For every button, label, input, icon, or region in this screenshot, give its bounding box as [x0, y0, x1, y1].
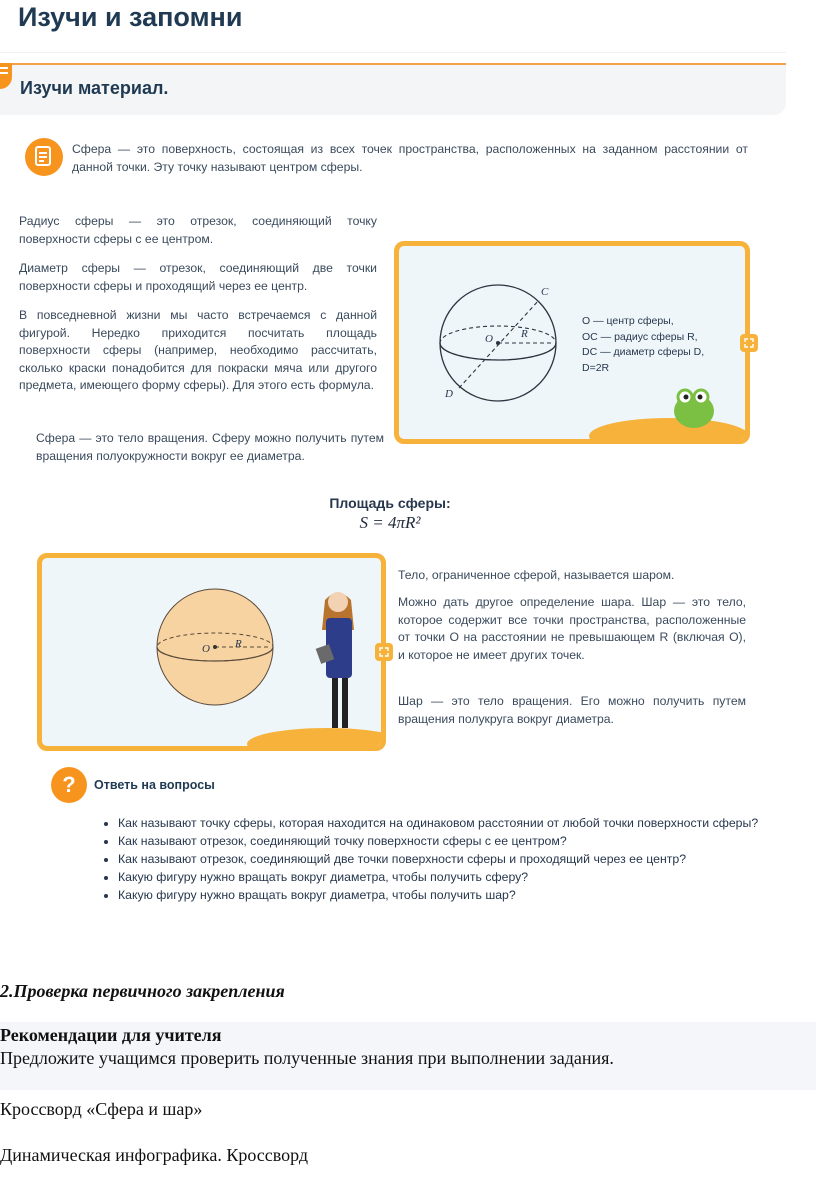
questions-list [104, 814, 764, 904]
infographic-link: Динамическая инфографика. Кроссворд [0, 1145, 309, 1165]
area-title: Площадь сферы: [329, 495, 451, 511]
diameter-text: Диаметр сферы — отрезок, соединяющий две точки поверхности сферы и проходящий через ее центр. [19, 261, 377, 293]
legend-line: O — центр сферы, [582, 315, 674, 327]
legend-line: DC — диаметр сферы D, [582, 346, 705, 358]
ball-label-o: O [202, 643, 210, 655]
document-icon [25, 138, 63, 176]
ball-alt-definition: Можно дать другое определение шара. Шар — это тело, которое содержит все точки пространства, расположенные от точки O на расстоянии не превышающем R (включая O), и которое не имеет других точек. [398, 595, 746, 662]
page-title: Изучи и запомни [18, 2, 243, 32]
questions-heading: Ответь на вопросы [94, 778, 215, 792]
section-heading: 2.Проверка первичного закрепления [0, 981, 285, 1001]
ball-drawing [42, 558, 381, 746]
list-item: • Как называют точку сферы, которая находится на одинаковом расстоянии от любой точки поверхности сферы? [118, 814, 764, 832]
ball-diagram [37, 553, 386, 751]
sphere-diagram [394, 241, 750, 444]
label-r: R [521, 328, 528, 340]
recommendations-text: Предложите учащимся проверить полученные знания при выполнении задания. [0, 1048, 614, 1068]
list-item: • Как называют отрезок, соединяющий точку поверхности сферы с ее центром? [118, 832, 764, 850]
sphere-definition: Сфера — это поверхность, состоящая из всех точек пространства, расположенных на заданном расстоянии от данной точки. Эту точку называют центром сферы. [72, 142, 748, 174]
legend-line: OC — радиус сферы R, [582, 330, 698, 343]
ball-label-r: R [235, 638, 242, 650]
label-o: O [485, 333, 493, 345]
sphere-legend [582, 314, 704, 376]
daily-life-text: В повседневной жизни мы часто встречаемся с данной фигурой. Нередко приходится посчитать площадь поверхности сферы (например, необходимо рассчитать, сколько краски понадобится для покраски мяча или другого предмета, имеющего форму сферы). Для этого есть формула. [19, 308, 377, 392]
crossword-link: Кроссворд «Сфера и шар» [0, 1099, 203, 1119]
rotation-text: Сфера — это тело вращения. Сферу можно получить путем вращения полуокружности вокруг ее диаметра. [36, 431, 384, 463]
legend-line: D=2R [582, 361, 610, 374]
list-item: • Какую фигуру нужно вращать вокруг диаметра, чтобы получить сферу? [118, 868, 764, 886]
area-formula: S = 4πR² [359, 513, 421, 532]
ball-rotation-text: Шар — это тело вращения. Его можно получить путем вращения полукруга вокруг диаметра. [398, 694, 746, 726]
list-item: • Какую фигуру нужно вращать вокруг диаметра, чтобы получить шар? [118, 886, 764, 904]
recommendations-title: Рекомендации для учителя [0, 1025, 222, 1045]
question-icon: ? [51, 767, 87, 803]
banner-label: Изучи материал. [20, 78, 169, 98]
label-d: D [445, 388, 453, 400]
label-c: C [541, 286, 549, 298]
expand-icon[interactable] [740, 334, 758, 352]
expand-icon[interactable] [375, 643, 393, 661]
divider [0, 52, 786, 53]
ball-definition: Тело, ограниченное сферой, называется шаром. [398, 568, 675, 582]
radius-text: Радиус сферы — это отрезок, соединяющий точку поверхности сферы с ее центром. [19, 214, 377, 246]
list-item: • Как называют отрезок, соединяющий две точки поверхности сферы и проходящий через ее центр? [118, 850, 764, 868]
